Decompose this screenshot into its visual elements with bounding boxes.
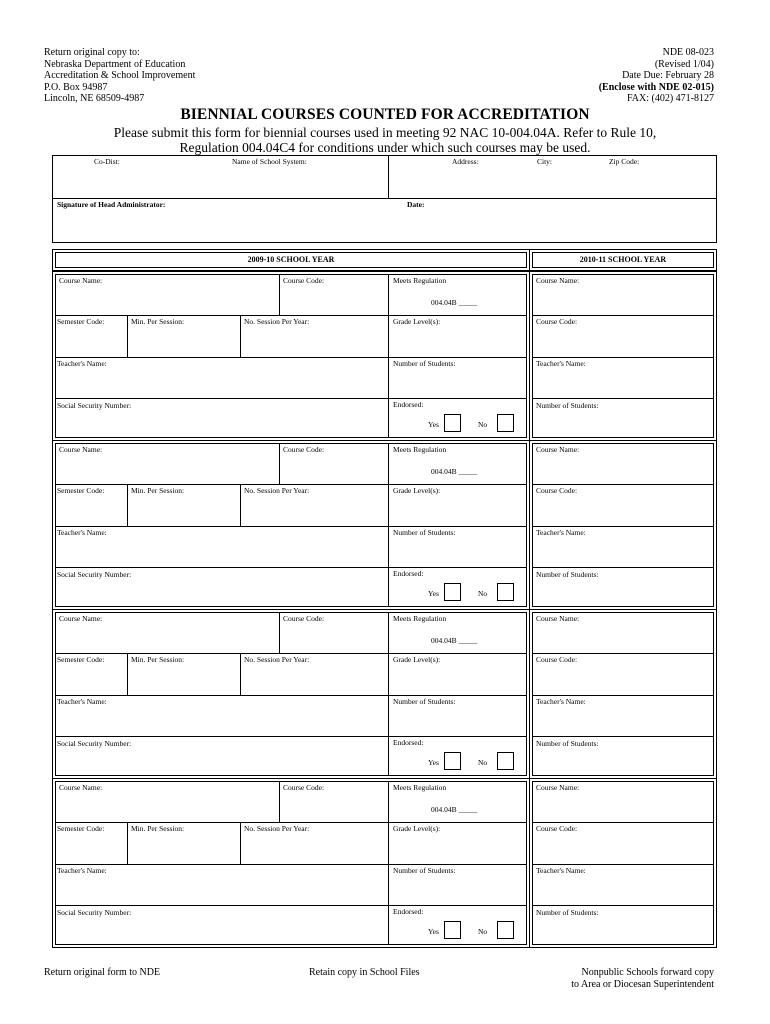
- column-divider: [240, 484, 241, 526]
- regulation-code-label: 004.04B _____: [431, 805, 478, 814]
- regulation-code-label: 004.04B _____: [431, 636, 478, 645]
- endorsed-yes-checkbox[interactable]: [444, 414, 461, 432]
- teacher-name-field[interactable]: [58, 707, 386, 734]
- row-divider: [55, 695, 527, 696]
- course-code-field-2010[interactable]: [535, 327, 711, 355]
- course-code-label: Course Code:: [283, 276, 325, 285]
- footer-right-line-1: Nonpublic Schools forward copy: [581, 967, 714, 978]
- sessions-per-year-field[interactable]: [243, 834, 386, 862]
- column-divider: [279, 443, 280, 484]
- course-code-label: Course Code:: [283, 783, 325, 792]
- number-of-students-label: Number of Students:: [393, 697, 456, 706]
- column-divider: [279, 612, 280, 653]
- return-address-line: Return original copy to:: [44, 47, 140, 58]
- column-divider: [127, 653, 128, 695]
- sessions-per-year-label: No. Session Per Year:: [244, 486, 310, 495]
- date-field[interactable]: [406, 212, 712, 238]
- number-of-students-field-2010[interactable]: [535, 411, 711, 436]
- course-code-label: Course Code:: [536, 655, 578, 664]
- course-code-field-2010[interactable]: [535, 834, 711, 862]
- ssn-field[interactable]: [58, 411, 386, 436]
- teacher-name-field-2010[interactable]: [535, 538, 711, 565]
- number-of-students-label: Number of Students:: [536, 739, 599, 748]
- row-divider: [55, 567, 527, 568]
- row-divider: [55, 526, 527, 527]
- ssn-label: Social Security Number:: [57, 401, 132, 410]
- revised-date: (Revised 1/04): [654, 58, 714, 70]
- form-number: NDE 08-023: [662, 47, 714, 58]
- course-name-field-2010[interactable]: [535, 624, 711, 650]
- number-of-students-field-2010[interactable]: [535, 918, 711, 943]
- semester-code-label: Semester Code:: [57, 486, 105, 495]
- teacher-name-label: Teacher's Name:: [57, 866, 107, 875]
- course-name-label: Course Name:: [536, 445, 580, 454]
- teacher-name-label: Teacher's Name:: [57, 528, 107, 537]
- info-divider: [52, 198, 717, 199]
- course-name-label: Course Name:: [59, 445, 103, 454]
- column-divider: [279, 274, 280, 315]
- regulation-code-label: 004.04B _____: [431, 467, 478, 476]
- row-divider: [532, 905, 714, 906]
- column-divider: [127, 822, 128, 864]
- meets-regulation-label: Meets Regulation: [393, 276, 447, 285]
- ssn-label: Social Security Number:: [57, 570, 132, 579]
- number-of-students-label: Number of Students:: [393, 528, 456, 537]
- teacher-name-field[interactable]: [58, 369, 386, 396]
- meets-regulation-label: Meets Regulation: [393, 783, 447, 792]
- min-per-session-field[interactable]: [130, 665, 238, 693]
- sessions-per-year-label: No. Session Per Year:: [244, 824, 310, 833]
- grade-levels-field[interactable]: [391, 327, 525, 355]
- endorsed-no-checkbox[interactable]: [497, 752, 514, 770]
- yes-label: Yes: [428, 758, 439, 767]
- regulation-code-label: 004.04B _____: [431, 298, 478, 307]
- course-name-field[interactable]: [58, 624, 276, 650]
- sessions-per-year-label: No. Session Per Year:: [244, 317, 310, 326]
- row-divider: [55, 398, 527, 399]
- meets-regulation-label: Meets Regulation: [393, 445, 447, 454]
- info-divider: [388, 155, 389, 198]
- co-dist-school-field[interactable]: [56, 168, 384, 194]
- no-label: No: [478, 758, 488, 767]
- min-per-session-field[interactable]: [130, 496, 238, 524]
- course-name-field-2010[interactable]: [535, 286, 711, 312]
- endorsed-label: Endorsed:: [393, 907, 424, 916]
- return-address-line: P.O. Box 94987: [44, 81, 108, 93]
- column-divider: [240, 315, 241, 357]
- course-name-label: Course Name:: [536, 276, 580, 285]
- semester-code-label: Semester Code:: [57, 655, 105, 664]
- row-divider: [55, 653, 527, 654]
- column-divider: [127, 315, 128, 357]
- sessions-per-year-field[interactable]: [243, 496, 386, 524]
- no-label: No: [478, 589, 488, 598]
- no-label: No: [478, 927, 488, 936]
- endorsed-yes-checkbox[interactable]: [444, 752, 461, 770]
- grade-levels-label: Grade Level(s):: [393, 317, 441, 326]
- column-divider: [388, 781, 389, 945]
- number-of-students-field[interactable]: [391, 538, 525, 565]
- co-dist-label: Co-Dist:: [94, 157, 120, 166]
- course-code-field[interactable]: [282, 286, 386, 312]
- row-divider: [532, 526, 714, 527]
- school-system-label: Name of School System:: [232, 157, 307, 166]
- column-divider: [279, 781, 280, 822]
- sessions-per-year-field[interactable]: [243, 327, 386, 355]
- course-code-label: Course Code:: [536, 317, 578, 326]
- row-divider: [532, 653, 714, 654]
- date-label: Date:: [407, 200, 425, 209]
- course-code-label: Course Code:: [536, 824, 578, 833]
- endorsed-label: Endorsed:: [393, 400, 424, 409]
- teacher-name-label: Teacher's Name:: [536, 697, 586, 706]
- number-of-students-field[interactable]: [391, 369, 525, 396]
- yes-label: Yes: [428, 420, 439, 429]
- city-label: City:: [537, 157, 553, 166]
- min-per-session-label: Min. Per Session:: [131, 824, 185, 833]
- semester-code-field[interactable]: [58, 834, 124, 862]
- row-divider: [55, 822, 527, 823]
- semester-code-label: Semester Code:: [57, 824, 105, 833]
- ssn-label: Social Security Number:: [57, 908, 132, 917]
- teacher-name-field-2010[interactable]: [535, 876, 711, 903]
- address-label: Address:: [452, 157, 479, 166]
- course-name-label: Course Name:: [59, 783, 103, 792]
- row-divider: [55, 864, 527, 865]
- course-code-label: Course Code:: [536, 486, 578, 495]
- course-name-field[interactable]: [58, 455, 276, 481]
- yes-label: Yes: [428, 589, 439, 598]
- sessions-per-year-label: No. Session Per Year:: [244, 655, 310, 664]
- signature-label: Signature of Head Administrator:: [57, 200, 166, 209]
- year-label-2009: 2009-10 SCHOOL YEAR: [247, 255, 335, 264]
- form-info: [599, 47, 714, 105]
- endorsed-no-checkbox[interactable]: [497, 414, 514, 432]
- ssn-field[interactable]: [58, 580, 386, 605]
- number-of-students-field-2010[interactable]: [535, 580, 711, 605]
- meets-regulation-label: Meets Regulation: [393, 614, 447, 623]
- number-of-students-field[interactable]: [391, 707, 525, 734]
- min-per-session-label: Min. Per Session:: [131, 486, 185, 495]
- course-code-field[interactable]: [282, 455, 386, 481]
- semester-code-field[interactable]: [58, 327, 124, 355]
- teacher-name-label: Teacher's Name:: [536, 528, 586, 537]
- number-of-students-label: Number of Students:: [536, 570, 599, 579]
- course-name-field-2010[interactable]: [535, 793, 711, 819]
- course-code-field-2010[interactable]: [535, 496, 711, 524]
- row-divider: [532, 822, 714, 823]
- column-divider: [388, 274, 389, 438]
- semester-code-label: Semester Code:: [57, 317, 105, 326]
- row-divider: [532, 357, 714, 358]
- return-address-line: Lincoln, NE 68509-4987: [44, 93, 145, 104]
- enclose-note: (Enclose with NDE 02-015): [598, 81, 714, 93]
- course-name-field[interactable]: [58, 793, 276, 819]
- number-of-students-field-2010[interactable]: [535, 749, 711, 774]
- number-of-students-label: Number of Students:: [393, 359, 456, 368]
- number-of-students-label: Number of Students:: [536, 908, 599, 917]
- footer-right: [571, 967, 714, 991]
- no-label: No: [478, 420, 488, 429]
- row-divider: [532, 695, 714, 696]
- min-per-session-field[interactable]: [130, 834, 238, 862]
- course-name-label: Course Name:: [59, 276, 103, 285]
- fax-number: FAX: (402) 471-8127: [626, 93, 714, 104]
- course-code-field[interactable]: [282, 624, 386, 650]
- teacher-name-field-2010[interactable]: [535, 369, 711, 396]
- number-of-students-label: Number of Students:: [393, 866, 456, 875]
- teacher-name-field[interactable]: [58, 538, 386, 565]
- footer-center: Retain copy in School Files: [309, 967, 420, 978]
- min-per-session-field[interactable]: [130, 327, 238, 355]
- year-label-2010: 2010-11 SCHOOL YEAR: [579, 255, 667, 264]
- teacher-name-label: Teacher's Name:: [57, 359, 107, 368]
- return-address-line: Nebraska Department of Education: [44, 58, 186, 70]
- grade-levels-label: Grade Level(s):: [393, 824, 441, 833]
- course-code-field[interactable]: [282, 793, 386, 819]
- course-name-field-2010[interactable]: [535, 455, 711, 481]
- course-code-field-2010[interactable]: [535, 665, 711, 693]
- row-divider: [532, 315, 714, 316]
- row-divider: [532, 398, 714, 399]
- course-name-label: Course Name:: [536, 614, 580, 623]
- yes-label: Yes: [428, 927, 439, 936]
- course-name-field[interactable]: [58, 286, 276, 312]
- due-date: Date Due: February 28: [622, 70, 714, 81]
- number-of-students-label: Number of Students:: [536, 401, 599, 410]
- row-divider: [55, 736, 527, 737]
- course-name-label: Course Name:: [59, 614, 103, 623]
- semester-code-field[interactable]: [58, 665, 124, 693]
- semester-code-field[interactable]: [58, 496, 124, 524]
- course-code-label: Course Code:: [283, 445, 325, 454]
- row-divider: [55, 315, 527, 316]
- footer-right-line-2: to Area or Diocesan Superintendent: [571, 979, 714, 990]
- teacher-name-field-2010[interactable]: [535, 707, 711, 734]
- grade-levels-field[interactable]: [391, 834, 525, 862]
- teacher-name-field[interactable]: [58, 876, 386, 903]
- ssn-label: Social Security Number:: [57, 739, 132, 748]
- grade-levels-label: Grade Level(s):: [393, 655, 441, 664]
- grade-levels-label: Grade Level(s):: [393, 486, 441, 495]
- grade-levels-field[interactable]: [391, 496, 525, 524]
- signature-field[interactable]: [56, 212, 396, 238]
- endorsed-no-checkbox[interactable]: [497, 921, 514, 939]
- teacher-name-label: Teacher's Name:: [57, 697, 107, 706]
- endorsed-no-checkbox[interactable]: [497, 583, 514, 601]
- zip-label: Zip Code:: [609, 157, 640, 166]
- column-divider: [127, 484, 128, 526]
- number-of-students-field[interactable]: [391, 876, 525, 903]
- ssn-field[interactable]: [58, 749, 386, 774]
- column-divider: [388, 443, 389, 607]
- address-field[interactable]: [392, 168, 712, 194]
- course-code-label: Course Code:: [283, 614, 325, 623]
- column-divider: [388, 612, 389, 776]
- instructions-line-1: Please submit this form for biennial courses used in meeting 92 NAC 10-004.04A. Refer to Rule 10,: [113, 125, 657, 140]
- teacher-name-label: Teacher's Name:: [536, 359, 586, 368]
- row-divider: [532, 567, 714, 568]
- grade-levels-field[interactable]: [391, 665, 525, 693]
- endorsed-label: Endorsed:: [393, 738, 424, 747]
- min-per-session-label: Min. Per Session:: [131, 317, 185, 326]
- endorsed-label: Endorsed:: [393, 569, 424, 578]
- endorsed-yes-checkbox[interactable]: [444, 921, 461, 939]
- row-divider: [532, 736, 714, 737]
- min-per-session-label: Min. Per Session:: [131, 655, 185, 664]
- row-divider: [55, 905, 527, 906]
- page-title: BIENNIAL COURSES COUNTED FOR ACCREDITATION: [180, 106, 590, 123]
- row-divider: [532, 864, 714, 865]
- row-divider: [55, 484, 527, 485]
- footer-left: Return original form to NDE: [44, 967, 161, 978]
- row-divider: [55, 357, 527, 358]
- sessions-per-year-field[interactable]: [243, 665, 386, 693]
- column-divider: [240, 822, 241, 864]
- return-address: [44, 47, 195, 105]
- return-address-line: Accreditation & School Improvement: [44, 70, 196, 81]
- row-divider: [532, 484, 714, 485]
- teacher-name-label: Teacher's Name:: [536, 866, 586, 875]
- column-divider: [240, 653, 241, 695]
- course-name-label: Course Name:: [536, 783, 580, 792]
- endorsed-yes-checkbox[interactable]: [444, 583, 461, 601]
- ssn-field[interactable]: [58, 918, 386, 943]
- instructions-line-2: Regulation 004.04C4 for conditions under which such courses may be used.: [179, 140, 591, 155]
